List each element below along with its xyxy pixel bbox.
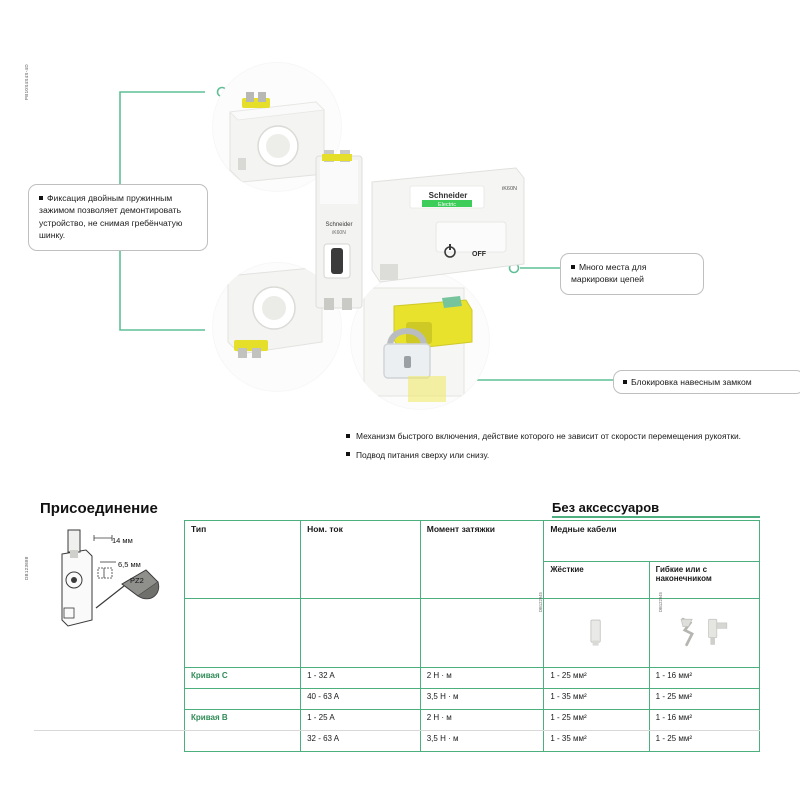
- feature-notes: [346, 430, 776, 467]
- dimension-driver: PZ2: [130, 576, 144, 585]
- cell-nominal: 1 - 32 A: [301, 668, 421, 689]
- connection-table: [184, 520, 760, 752]
- bullet-icon: [571, 265, 575, 269]
- bullet-icon: [346, 452, 350, 456]
- th-flexible: Гибкие или с наконечником: [649, 562, 759, 599]
- table-header-row: [185, 521, 760, 562]
- callout-spring-text: Фиксация двойным пружинным зажимом позволяет демонтировать устройство, не снимая гребёнчатую шинку.: [39, 193, 183, 241]
- cell-torque: 3,5 Н · м: [420, 731, 544, 752]
- cell-torque: 2 Н · м: [420, 710, 544, 731]
- section-title-connection: Присоединение: [40, 500, 158, 517]
- cell-rigid: 1 - 25 мм²: [544, 710, 649, 731]
- green-divider: [552, 516, 760, 518]
- cell-flexible: 1 - 25 мм²: [649, 731, 759, 752]
- th-type: Тип: [185, 521, 301, 599]
- table-image-row: [185, 599, 760, 668]
- connection-drawing: [34, 524, 184, 644]
- table-row: [185, 689, 760, 710]
- bullet-icon: [623, 380, 627, 384]
- cell-flexible-image: [649, 599, 759, 668]
- dimension-length: 14 мм: [112, 536, 133, 545]
- cell-empty-3: [420, 599, 544, 668]
- callout-marking: [560, 253, 704, 295]
- cell-flexible: 1 - 16 мм²: [649, 668, 759, 689]
- bullet-icon: [39, 196, 43, 200]
- th-rigid: Жёсткие: [544, 562, 649, 599]
- svg-text:iK60N: iK60N: [502, 186, 517, 192]
- cell-torque: 3,5 Н · м: [420, 689, 544, 710]
- table-row: [185, 710, 760, 731]
- cell-empty-2: [301, 599, 421, 668]
- cell-torque: 2 Н · м: [420, 668, 544, 689]
- cell-rigid: 1 - 35 мм²: [544, 731, 649, 752]
- section-title-no-accessories: Без аксессуаров: [552, 500, 660, 515]
- table-code-1: DB122945: [538, 592, 543, 612]
- cell-nominal: 32 - 63 A: [301, 731, 421, 752]
- left-code-2: DB123688: [24, 556, 29, 580]
- cell-curve: Кривая В: [185, 710, 301, 731]
- cell-flexible: 1 - 25 мм²: [649, 689, 759, 710]
- callout-spring: [28, 184, 208, 251]
- callout-marking-text: Много места для маркировки цепей: [571, 262, 647, 285]
- th-nominal: Ном. ток: [301, 521, 421, 599]
- cell-curve: Кривая С: [185, 668, 301, 689]
- callout-padlock: [613, 370, 800, 394]
- cell-nominal: 1 - 25 A: [301, 710, 421, 731]
- cell-curve: [185, 731, 301, 752]
- cell-curve: [185, 689, 301, 710]
- table-row: [185, 668, 760, 689]
- svg-text:Schneider: Schneider: [428, 191, 468, 200]
- th-torque: Момент затяжки: [420, 521, 544, 599]
- note-item: [346, 449, 776, 462]
- table-code-2: DB122945: [658, 592, 663, 612]
- table-row: [185, 731, 760, 752]
- svg-text:Electric: Electric: [437, 202, 457, 208]
- bullet-icon: [346, 434, 350, 438]
- cell-empty-1: [185, 599, 301, 668]
- cell-rigid-image: [544, 599, 649, 668]
- cell-rigid: 1 - 35 мм²: [544, 689, 649, 710]
- cell-flexible: 1 - 16 мм²: [649, 710, 759, 731]
- note-item: [346, 430, 776, 443]
- dimension-depth: 6,5 мм: [118, 560, 141, 569]
- svg-text:OFF: OFF: [472, 251, 486, 258]
- svg-text:iK60N: iK60N: [332, 230, 346, 236]
- svg-text:Schneider: Schneider: [325, 222, 353, 228]
- note-text-1: Механизм быстрого включения, действие которого не зависит от скорости перемещения рукоятки.: [356, 431, 741, 441]
- cell-nominal: 40 - 63 A: [301, 689, 421, 710]
- callout-padlock-text: Блокировка навесным замком: [631, 377, 752, 387]
- footer-divider: [34, 730, 760, 731]
- cell-rigid: 1 - 25 мм²: [544, 668, 649, 689]
- left-code-1: PB10S4S4S-4D: [24, 64, 29, 100]
- photo-breaker-branded: [366, 160, 526, 290]
- th-cables: Медные кабели: [544, 521, 760, 562]
- note-text-2: Подвод питания сверху или снизу.: [356, 449, 490, 460]
